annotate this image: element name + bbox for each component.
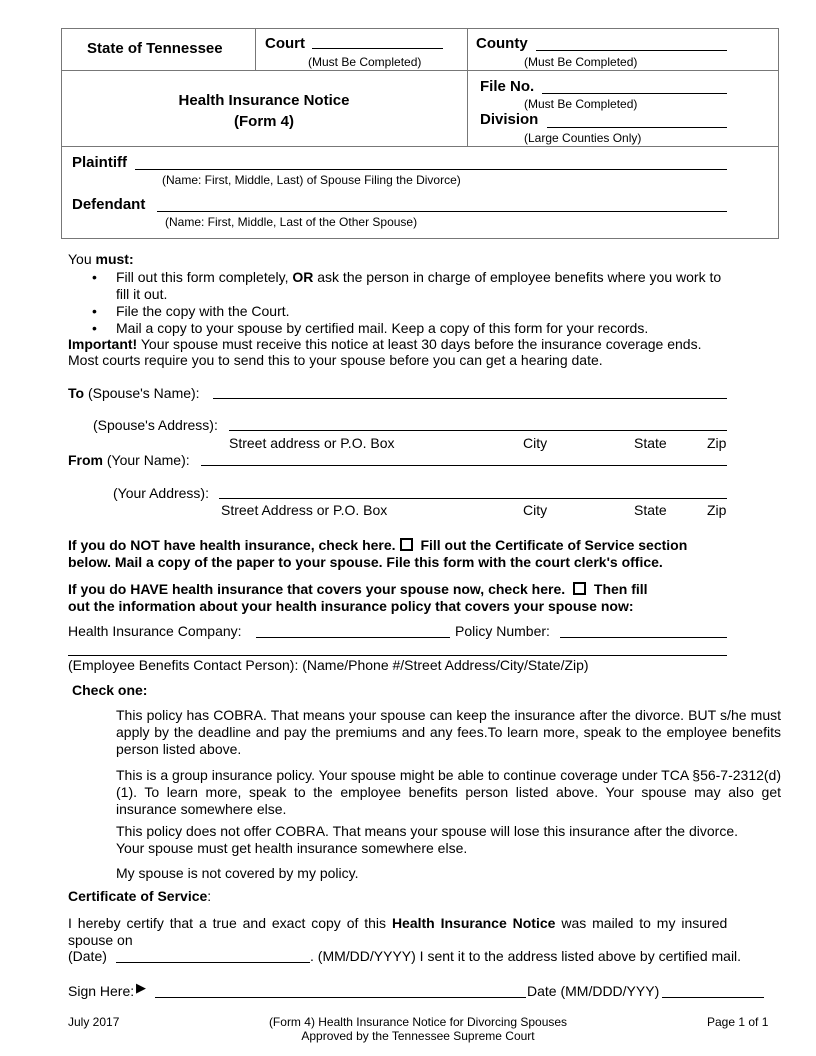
important-line-2: Most courts require you to send this to your spouse before you can get a hearing date. xyxy=(68,352,603,368)
plaintiff-field[interactable] xyxy=(135,169,727,170)
important-label: Important! xyxy=(68,336,138,352)
you-must xyxy=(68,251,134,268)
or-text: OR xyxy=(292,269,314,285)
text: Certificate of Service xyxy=(68,888,208,904)
spouse-address-field[interactable] xyxy=(229,430,727,431)
division-label: Division xyxy=(480,111,539,128)
plaintiff-hint: (Name: First, Middle, Last) of Spouse Filing the Divorce) xyxy=(162,173,461,187)
spouse-name-field[interactable] xyxy=(213,398,727,399)
divider xyxy=(255,28,256,70)
text: was mailed to my insured xyxy=(561,915,728,931)
divider xyxy=(467,28,468,146)
date-label: (Date) xyxy=(68,948,107,964)
bullet-1-cont: fill it out. xyxy=(116,286,168,302)
bullet-2-text: File the copy with the Court. xyxy=(116,303,290,319)
sign-date-label: Date (MM/DDD/YYY) xyxy=(527,983,660,999)
court-label: Court xyxy=(265,35,305,52)
footer-date: July 2017 xyxy=(68,1015,120,1029)
from-line xyxy=(68,452,190,469)
option-no-cobra[interactable]: This policy does not offer COBRA. That means your spouse will lose this insurance after the divorce. Your spouse must get health insurance somewhere else. xyxy=(116,823,739,856)
text: Fill out the Certificate of Service section xyxy=(420,537,688,553)
check-one-label: Check one: xyxy=(72,682,148,698)
have-insurance-line xyxy=(68,581,648,598)
state-label: State of Tennessee xyxy=(87,40,223,57)
defendant-field[interactable] xyxy=(157,211,727,212)
certify-line-2: spouse on xyxy=(68,932,133,948)
certify-line xyxy=(68,915,727,932)
defendant-hint: (Name: First, Middle, Last of the Other Spouse) xyxy=(165,215,418,229)
street-label: Street Address or P.O. Box xyxy=(221,502,388,518)
to-label: To xyxy=(68,385,85,401)
option-cobra[interactable]: This policy has COBRA. That means your spouse can keep the insurance after the divorce. BUT s/he must apply by the deadline and pay the premiums and any fees.To learn more, speak to the employee benefits person listed above. xyxy=(116,707,781,757)
city-label: City xyxy=(523,502,548,518)
text: (Spouse's Name): xyxy=(87,385,200,401)
from-label: From xyxy=(68,452,103,468)
have-insurance-line-2: out the information about your health insurance policy that covers your spouse now: xyxy=(68,598,634,614)
policy-field[interactable] xyxy=(560,637,727,638)
to-line xyxy=(68,385,200,402)
spouse-address-label: (Spouse's Address): xyxy=(93,417,218,433)
policy-label: Policy Number: xyxy=(455,623,550,639)
zip-label: Zip xyxy=(707,502,727,518)
important-line xyxy=(68,336,701,353)
text: Your spouse must receive this notice at least 30 days before the insurance coverage ends. xyxy=(140,336,702,352)
contact-label: (Employee Benefits Contact Person): (Name/Phone #/Street Address/City/State/Zip) xyxy=(68,657,589,673)
file-no-field[interactable] xyxy=(542,93,727,94)
must-text: must: xyxy=(95,251,134,267)
state-label: State xyxy=(634,435,667,451)
divider xyxy=(61,70,778,71)
no-insurance-checkbox[interactable] xyxy=(400,538,413,551)
bullet-2: • xyxy=(92,303,97,319)
date-suffix: . (MM/DD/YYYY) I sent it to the address listed above by certified mail. xyxy=(310,948,742,964)
state-label: State xyxy=(634,502,667,518)
county-label: County xyxy=(476,35,528,52)
no-insurance-line-2: below. Mail a copy of the paper to your spouse. File this form with the court clerk's office. xyxy=(68,554,663,570)
arrow-icon: ▶ xyxy=(136,980,146,995)
mailed-date-field[interactable] xyxy=(116,962,310,963)
footer-approval: Approved by the Tennessee Supreme Court xyxy=(301,1029,535,1043)
sign-date-field[interactable] xyxy=(662,997,764,998)
division-hint: (Large Counties Only) xyxy=(524,131,642,145)
bullet-1-text xyxy=(116,269,721,286)
court-field[interactable] xyxy=(312,48,443,49)
notice-name: Health Insurance Notice xyxy=(391,915,556,931)
text: ask the person in charge of employee benefits where you work to xyxy=(317,269,722,285)
company-label: Health Insurance Company: xyxy=(68,623,242,639)
bullet-3: • xyxy=(92,320,97,336)
no-insurance-line xyxy=(68,537,687,554)
bullet-1: • xyxy=(92,269,97,285)
text: (Your Name): xyxy=(106,452,190,468)
your-address-label: (Your Address): xyxy=(113,485,209,501)
your-name-field[interactable] xyxy=(201,465,727,466)
form-number: (Form 4) xyxy=(234,113,294,130)
zip-label: Zip xyxy=(707,435,727,451)
city-label: City xyxy=(523,435,548,451)
file-no-label: File No. xyxy=(480,78,535,95)
divider xyxy=(61,146,778,147)
text: I hereby certify that a true and exact copy of this xyxy=(68,915,387,931)
bullet-3-text: Mail a copy to your spouse by certified mail. Keep a copy of this form for your records. xyxy=(116,320,649,336)
file-no-hint: (Must Be Completed) xyxy=(524,97,638,111)
form-title: Health Insurance Notice xyxy=(178,92,350,109)
footer-title: (Form 4) Health Insurance Notice for Divorcing Spouses xyxy=(268,1015,568,1029)
company-field[interactable] xyxy=(256,637,450,638)
option-not-covered[interactable]: My spouse is not covered by my policy. xyxy=(116,865,359,881)
defendant-label: Defendant xyxy=(72,196,146,213)
you-text: You xyxy=(68,251,92,267)
court-hint: (Must Be Completed) xyxy=(308,55,422,69)
county-field[interactable] xyxy=(536,50,727,51)
county-hint: (Must Be Completed) xyxy=(524,55,638,69)
text: If you do NOT have health insurance, check here. xyxy=(68,537,396,553)
text: Then fill xyxy=(593,581,648,597)
plaintiff-label: Plaintiff xyxy=(72,154,127,171)
option-group[interactable]: This is a group insurance policy. Your spouse might be able to continue coverage under TCA §56-7-2312(d)(1). To learn more, speak to the employee benefits person listed above. Your spouse may also get insurance somewhere else. xyxy=(116,767,781,817)
certificate-title: Certificate of Service: xyxy=(68,888,212,904)
footer-page: Page 1 of 1 xyxy=(707,1015,769,1029)
text: If you do HAVE health insurance that covers your spouse now, check here. xyxy=(68,581,566,597)
have-insurance-checkbox[interactable] xyxy=(573,582,586,595)
sign-label: Sign Here: xyxy=(68,983,135,999)
signature-field[interactable] xyxy=(155,997,526,998)
your-address-field[interactable] xyxy=(219,498,727,499)
street-label: Street address or P.O. Box xyxy=(229,435,395,451)
division-field[interactable] xyxy=(547,127,727,128)
text: Fill out this form completely, xyxy=(116,269,289,285)
contact-field[interactable] xyxy=(68,655,727,656)
